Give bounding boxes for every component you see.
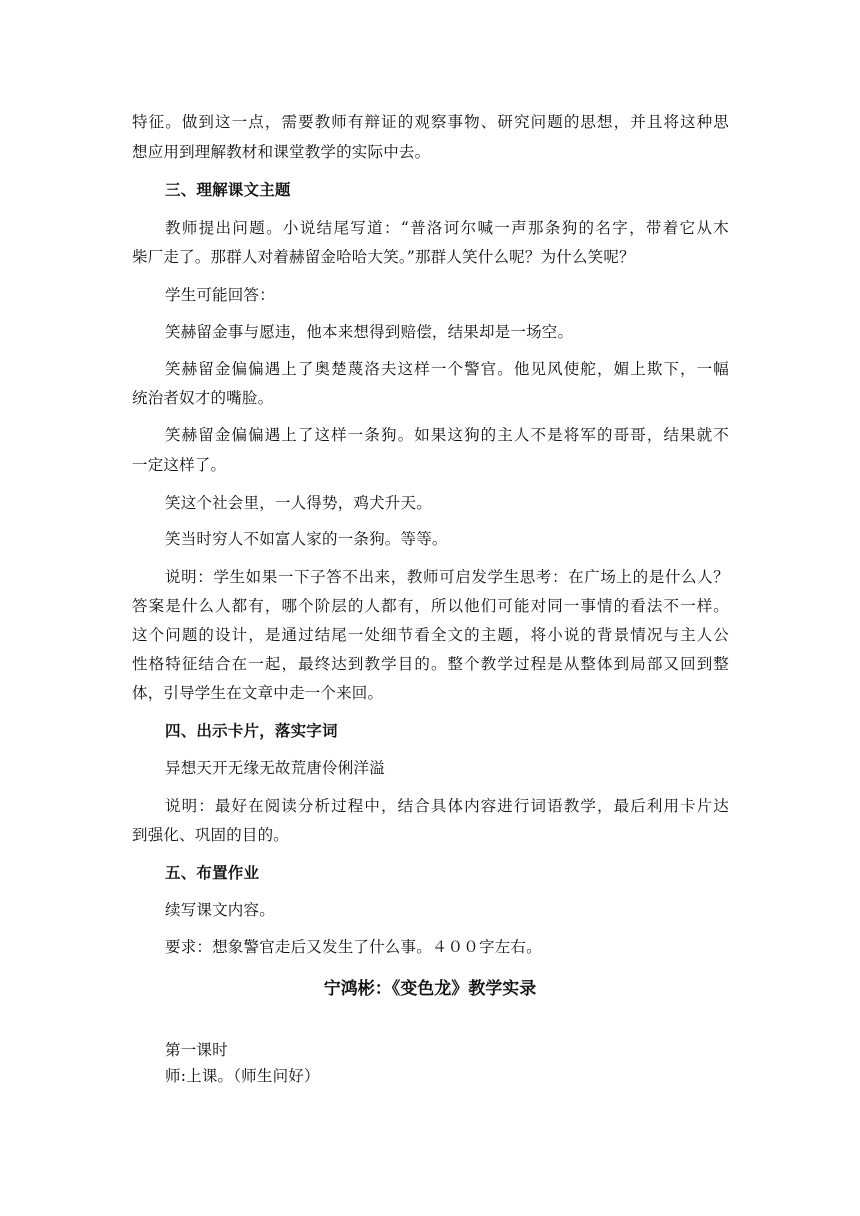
paragraph-line: 统治者奴才的嘴脸。 [132, 389, 274, 407]
section-heading-3: 三、理解课文主题 [165, 180, 291, 199]
paragraph-line: 性格特征结合在一起，最终达到教学目的。整个教学过程是从整体到局部又回到整 [132, 655, 729, 673]
paragraph-line: 笑赫留金偏偏遇上了这样一条狗。如果这狗的主人不是将军的哥哥，结果就不 [165, 426, 729, 444]
document-title: 宁鸿彬：《变色龙》教学实录 [323, 979, 537, 999]
paragraph-line: 体，引导学生在文章中走一个来回。 [132, 684, 384, 702]
paragraph-line: 学生可能回答： [165, 286, 275, 304]
paragraph-line: 教师提出问题。小说结尾写道：“普洛诃尔喊一声那条狗的名字，带着它从木 [165, 219, 729, 237]
paragraph-line: 柴厂走了。那群人对着赫留金哈哈大笑。”那群人笑什么呢？为什么笑呢？ [132, 248, 635, 266]
paragraph-line: 要求：想象警官走后又发生了什么事。４００字左右。 [165, 938, 542, 956]
paragraph-line: 笑赫留金事与愿违，他本来想得到赔偿，结果却是一场空。 [165, 323, 574, 341]
paragraph-line: 笑赫留金偏偏遇上了奥楚蔑洛夫这样一个警官。他见风使舵，媚上欺下，一幅 [165, 360, 729, 378]
paragraph-line: 续写课文内容。 [165, 901, 275, 919]
paragraph-line: 到强化、巩固的目的。 [132, 826, 290, 844]
section-heading-5: 五、布置作业 [165, 863, 260, 882]
paragraph-line: 第一课时 [165, 1041, 228, 1059]
paragraph-line: 特征。做到这一点，需要教师有辩证的观察事物、研究问题的思想，并且将这种思 [132, 113, 729, 131]
paragraph-line: 一定这样了。 [132, 456, 227, 474]
paragraph-line: 笑这个社会里，一人得势，鸡犬升天。 [165, 494, 432, 512]
paragraph-line: 说明：学生如果一下子答不出来，教师可启发学生思考：在广场上的是什么人？ [165, 568, 729, 586]
paragraph-line: 师:上课。（师生问好） [165, 1067, 320, 1085]
paragraph-line: 笑当时穷人不如富人家的一条狗。等等。 [165, 530, 448, 548]
paragraph-line: 答案是什么人都有，哪个阶层的人都有，所以他们可能对同一事情的看法不一样。 [132, 597, 729, 615]
paragraph-line: 异想天开无缘无故荒唐伶俐洋溢 [165, 759, 385, 777]
section-heading-4: 四、出示卡片，落实字词 [165, 721, 338, 740]
paragraph-line: 想应用到理解教材和课堂教学的实际中去。 [132, 143, 431, 161]
paragraph-line: 说明：最好在阅读分析过程中，结合具体内容进行词语教学，最后利用卡片达 [165, 797, 729, 815]
paragraph-line: 这个问题的设计，是通过结尾一处细节看全文的主题，将小说的背景情况与主人公 [132, 626, 729, 644]
